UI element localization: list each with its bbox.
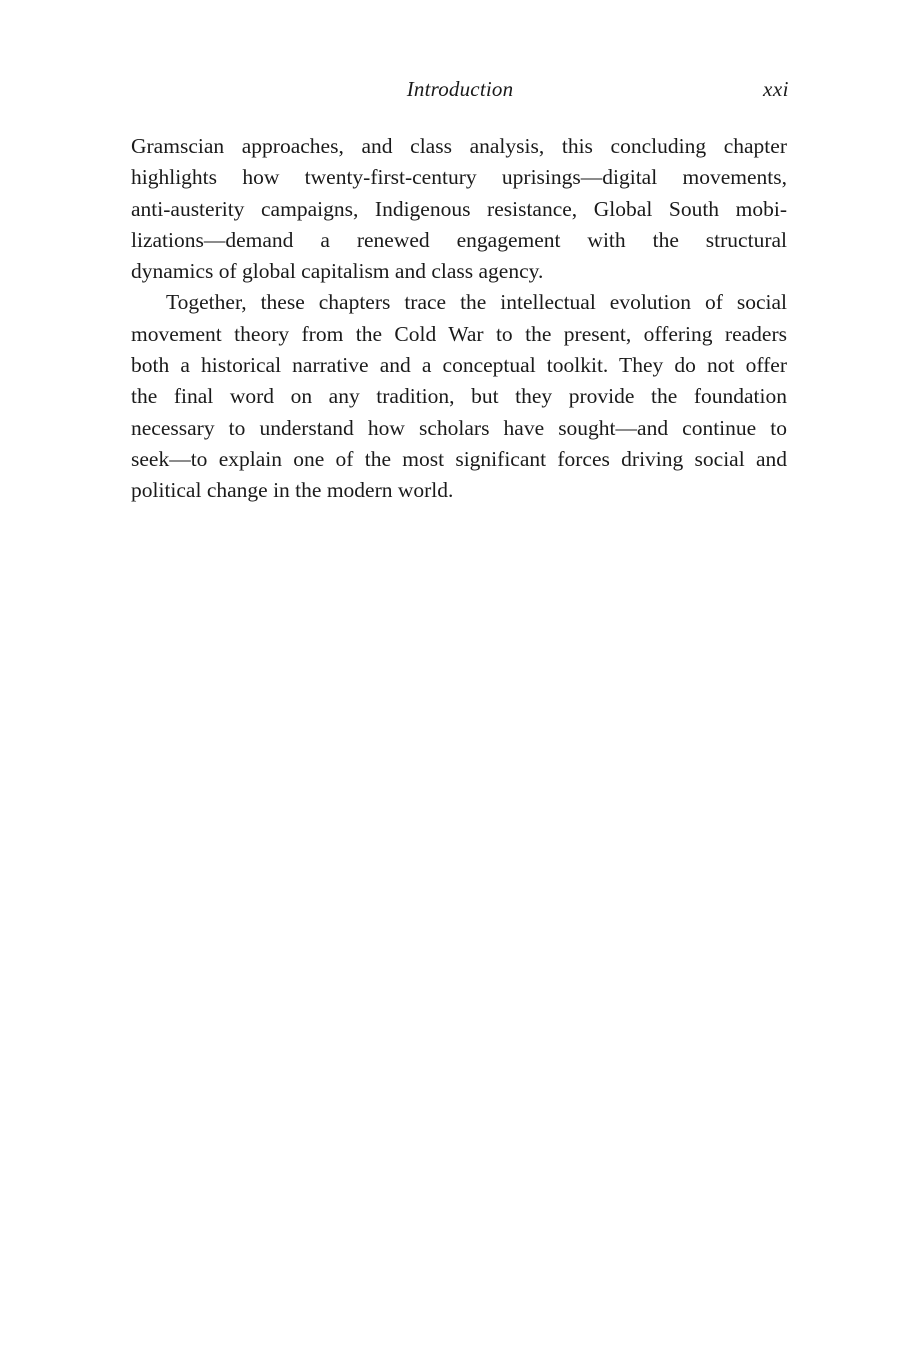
text-line: both a historical narrative and a conceptual toolkit. They do not offer [131,353,787,378]
text-line: highlights how twenty-first-century uprisings—digital movements, [131,165,787,190]
text-line: Together, these chapters trace the intellectual evolution of social [166,290,787,315]
paragraph [131,287,787,506]
page-number: xxi [763,77,789,101]
paragraph-continued [131,131,787,287]
text-line: Gramscian approaches, and class analysis, this concluding chapter [131,134,787,158]
text-line: seek—to explain one of the most significant forces driving social and [131,446,787,471]
text-line: the final word on any tradition, but they provide the foundation [131,384,787,409]
text-line: lizations—demand a renewed engagement with the structural [131,227,787,252]
text-line: necessary to understand how scholars have sought—and continue to [131,415,787,440]
body-text [131,131,787,507]
running-title: Introduction [406,77,514,101]
text-line: movement theory from the Cold War to the present, offering readers [131,321,787,346]
running-head [131,74,789,104]
text-line: anti-austerity campaigns, Indigenous resistance, Global South mobi- [131,196,787,221]
text-line: political change in the modern world. [131,478,454,503]
text-line: dynamics of global capitalism and class agency. [131,259,544,284]
